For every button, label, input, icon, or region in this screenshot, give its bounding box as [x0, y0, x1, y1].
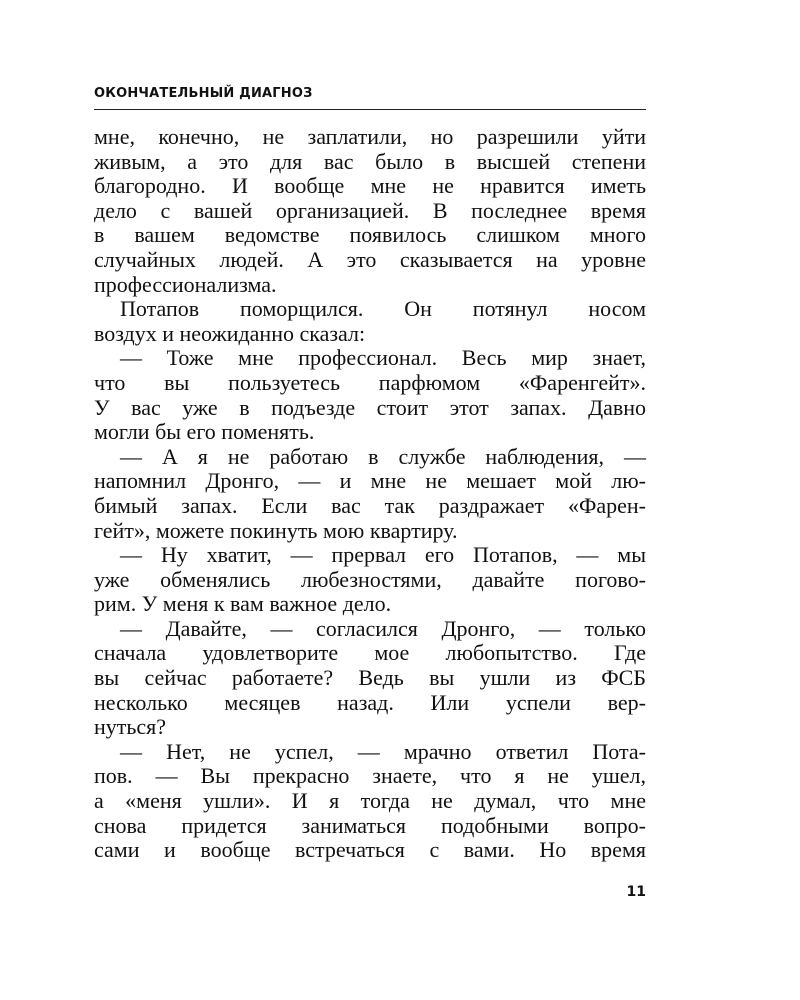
- text-line: профессионализма.: [94, 271, 277, 297]
- text-line: в вашем ведомстве появилось слишком много: [94, 222, 646, 248]
- text-line: сначала удовлетворите мое любопытство. Где: [94, 640, 646, 666]
- text-line: а «меня ушли». И я тогда не думал, что мне: [94, 788, 646, 814]
- text-line: бимый запах. Если вас так раздражает «Фарен-: [94, 492, 646, 518]
- text-line: могли бы его поменять.: [94, 419, 315, 445]
- text-line: сами и вообще встречаться с вами. Но время: [94, 837, 646, 863]
- text-line: Потапов поморщился. Он потянул носом: [120, 296, 646, 322]
- running-head: ОКОНЧАТЕЛЬНЫЙ ДИАГНОЗ: [94, 86, 313, 101]
- text-line: воздух и неожиданно сказал:: [94, 320, 366, 346]
- header-rule: [94, 109, 646, 110]
- text-line: снова придется заниматься подобными вопро-: [94, 812, 646, 838]
- text-line: напомнил Дронго, — и мне не мешает мой лю-: [94, 468, 646, 494]
- text-line: пов. — Вы прекрасно знаете, что я не ушел,: [94, 763, 646, 789]
- text-line: — Давайте, — согласился Дронго, — только: [120, 615, 646, 641]
- text-line: несколько месяцев назад. Или успели вер-: [94, 689, 646, 715]
- text-line: уже обменялись любезностями, давайте погово-: [94, 566, 646, 592]
- text-line: случайных людей. А это сказывается на уровне: [94, 246, 646, 272]
- text-line: — А я не работаю в службе наблюдения, —: [120, 443, 646, 469]
- text-line: — Нет, не успел, — мрачно ответил Пота-: [120, 738, 646, 764]
- text-line: мне, конечно, не заплатили, но разрешили уйти: [94, 124, 646, 149]
- body-text: [94, 125, 646, 863]
- text-line: дело с вашей организацией. В последнее время: [94, 197, 646, 223]
- text-line: гейт», можете покинуть мою квартиру.: [94, 517, 458, 543]
- text-line: — Ну хватит, — прервал его Потапов, — мы: [120, 542, 646, 568]
- text-line: — Тоже мне профессионал. Весь мир знает,: [120, 345, 646, 371]
- text-line: рим. У меня к вам важное дело.: [94, 591, 392, 617]
- text-line: что вы пользуетесь парфюмом «Фаренгейт».: [94, 369, 646, 395]
- text-line: У вас уже в подъезде стоит этот запах. Давно: [94, 394, 646, 420]
- page-number: 11: [626, 884, 646, 900]
- text-line: живым, а это для вас было в высшей степени: [94, 148, 646, 174]
- text-line: благородно. И вообще мне не нравится иметь: [94, 173, 646, 199]
- text-line: нуться?: [94, 714, 167, 740]
- text-line: вы сейчас работаете? Ведь вы ушли из ФСБ: [94, 665, 646, 691]
